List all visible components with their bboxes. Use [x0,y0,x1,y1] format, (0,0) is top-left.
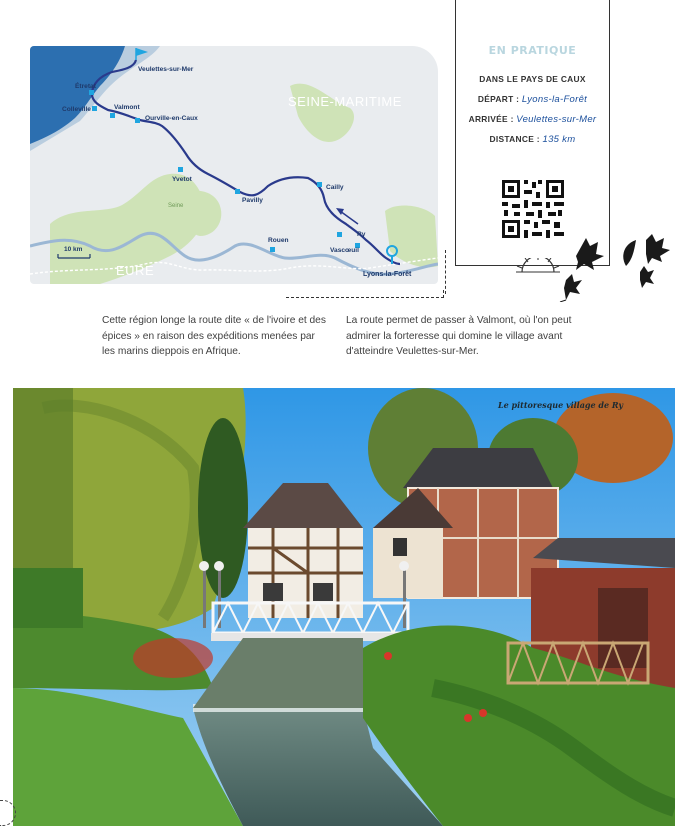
city-ourville: Ourville-en-Caux [145,115,198,122]
depart-value: Lyons-la-Forêt [521,94,588,105]
city-yvetot: Yvetot [172,176,192,183]
city-colleville: Colleville [62,106,91,113]
city-vascoeuil: Vascœuil [330,247,359,254]
info-title: EN PRATIQUE [488,44,577,57]
route-map [30,46,438,284]
distance-value: 135 km [542,134,576,145]
river-seine-label: Seine [168,203,184,209]
village-photo [13,388,675,826]
dashed-connector-vertical [438,250,446,294]
right-paragraph: La route permet de passer à Valmont, où l'on peut admirer la forteresse qui domine le village avant d'atteindre Veulettes-sur-Mer. [346,315,572,357]
info-region: DANS LE PAYS DE CAUX [479,74,586,84]
distance-label: DISTANCE : [489,134,540,144]
city-cailly: Cailly [326,184,344,191]
info-distance [456,134,609,145]
depart-label: DÉPART : [477,94,520,104]
info-arrivee [456,114,609,125]
arrivee-value: Veulettes-sur-Mer [516,114,597,125]
city-ry: Ry [357,231,366,238]
info-depart [456,94,609,105]
arrivee-label: ARRIVÉE : [468,114,514,124]
village-illustration [13,388,675,826]
city-rouen: Rouen [268,237,289,244]
city-lyons: Lyons-la-Forêt [363,271,412,278]
sun-ornament-icon [516,258,560,278]
map-graphic [30,46,438,284]
city-etretat: Étretat [75,83,96,90]
city-pavilly: Pavilly [242,197,263,204]
left-paragraph: Cette région longe la route dite « de l'ivoire et des épices » en raison des expéditions menées par les marins dieppois en Afrique. [102,315,326,357]
region-eure: EURE [116,263,155,278]
region-seine-maritime: SEINE-MARITIME [288,94,402,109]
scale-label: 10 km [64,246,83,253]
dashed-connector [286,290,444,298]
city-veulettes: Veulettes-sur-Mer [138,66,194,73]
photo-caption: Le pittoresque village de Ry [498,400,623,410]
city-valmont: Valmont [114,104,140,111]
leaves-decoration-icon [556,226,675,302]
